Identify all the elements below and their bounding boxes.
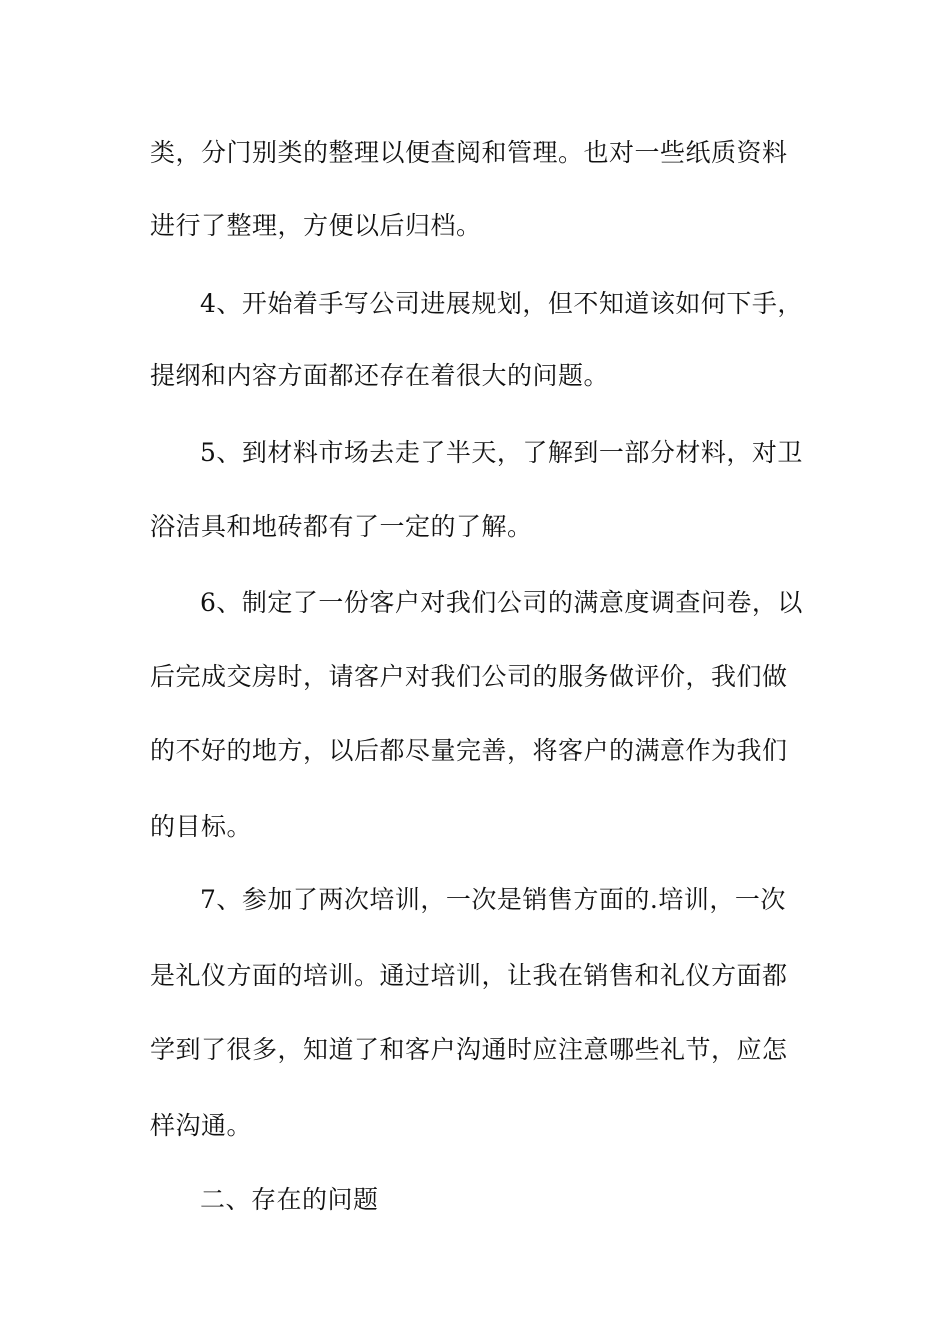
text-line-4: 提纲和内容方面都还存在着很大的问题。 xyxy=(150,361,610,390)
text-line-13: 学到了很多，知道了和客户沟通时应注意哪些礼节，应怎 xyxy=(150,1035,788,1064)
text-line-9: 的不好的地方，以后都尽量完善，将客户的满意作为我们 xyxy=(150,736,788,765)
text-line-5: 5、到材料市场去走了半天，了解到一部分材料，对卫 xyxy=(200,438,803,467)
text-line-10: 的目标。 xyxy=(150,812,253,841)
text-line-8: 后完成交房时，请客户对我们公司的服务做评价，我们做 xyxy=(150,662,788,691)
text-line-2: 进行了整理，方便以后归档。 xyxy=(150,211,482,240)
text-line-1: 类，分门别类的整理以便查阅和管理。也对一些纸质资料 xyxy=(150,138,788,167)
section-heading: 二、存在的问题 xyxy=(200,1185,379,1214)
text-line-7: 6、制定了一份客户对我们公司的满意度调查问卷，以 xyxy=(200,588,803,617)
text-line-6: 浴洁具和地砖都有了一定的了解。 xyxy=(150,512,533,541)
text-line-3: 4、开始着手写公司进展规划，但不知道该如何下手， xyxy=(200,289,803,318)
text-line-12: 是礼仪方面的培训。通过培训，让我在销售和礼仪方面都 xyxy=(150,961,788,990)
text-line-11: 7、参加了两次培训，一次是销售方面的.培训，一次 xyxy=(200,885,786,914)
text-line-14: 样沟通。 xyxy=(150,1111,253,1140)
